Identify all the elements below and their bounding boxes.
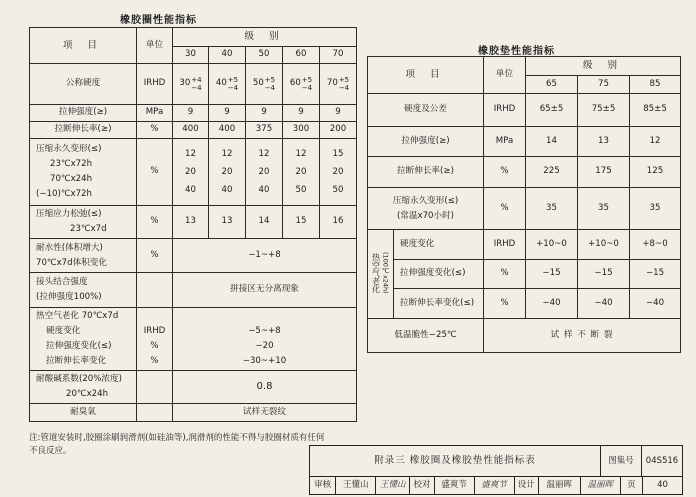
ozone-label: 耐臭氧 <box>30 404 137 422</box>
grade-30: 30 <box>173 47 209 64</box>
r-hardness-label: 硬度及公差 <box>368 94 484 127</box>
hardness-label: 公称硬度 <box>30 64 137 105</box>
table-cell: 75±5 <box>578 94 630 127</box>
water-unit: % <box>137 239 173 273</box>
table-cell: IRHD <box>484 230 526 260</box>
grade-75: 75 <box>578 76 630 94</box>
joint-label: 接头结合强度 (拉伸强度100%) <box>30 273 137 308</box>
table-cell: 300 <box>283 122 320 139</box>
table-cell: 175 <box>578 157 630 188</box>
rubber-gasket-table <box>367 56 681 353</box>
hardness-cell: 40 +5 −4 <box>209 64 246 105</box>
table-cell: 85±5 <box>630 94 681 127</box>
r-header-unit: 单位 <box>484 57 526 94</box>
table-cell: MPa <box>484 127 526 157</box>
grade-70: 70 <box>320 47 357 64</box>
page-number: 40 <box>657 480 668 490</box>
table-cell: 9 <box>173 105 209 122</box>
title-block <box>309 445 683 495</box>
hardness-cell: 60 +5 −4 <box>283 64 320 105</box>
table-cell: 14 <box>526 127 578 157</box>
relaxation-unit: % <box>137 206 173 239</box>
table-cell: IRHD <box>484 94 526 127</box>
compression-col: 12 20 40 <box>173 139 209 206</box>
table-cell: % <box>484 188 526 230</box>
r-header-grade: 级 别 <box>526 57 681 76</box>
acid-value: 0.8 <box>173 371 357 404</box>
elongation-label: 拉断伸长率(≥) <box>30 122 137 139</box>
compression-label: 压缩永久变形(≤) 23℃x72h 70℃x24h (−10)℃x72h <box>30 139 137 206</box>
r-brittle-label: 低温脆性−25℃ <box>368 319 484 353</box>
tensile-unit: MPa <box>137 105 173 122</box>
hardness-cell: 50 +5 −4 <box>246 64 283 105</box>
aging-units: IRHD % % <box>137 308 173 371</box>
compression-col: 15 20 50 <box>320 139 357 206</box>
compression-col: 12 20 40 <box>209 139 246 206</box>
table-cell: −40 <box>630 289 681 319</box>
table-cell: 35 <box>630 188 681 230</box>
table-cell: −15 <box>630 260 681 289</box>
table-cell: 13 <box>209 206 246 239</box>
table-cell: −15 <box>578 260 630 289</box>
grade-50: 50 <box>246 47 283 64</box>
acid-label: 耐酸碱系数(20%浓度) 20℃x24h <box>30 371 137 404</box>
table-cell: 400 <box>173 122 209 139</box>
drawing-title: 附录三 橡胶圈及橡胶垫性能指标表 <box>310 446 601 477</box>
aging-label: 热空气老化 70℃x7d 硬度变化 拉伸强度变化(≤) 拉断伸长率变化 <box>30 308 137 371</box>
joint-value: 拼接区无分离现象 <box>173 273 357 308</box>
review-label: 审核 <box>310 477 336 494</box>
atlas-number: 04S516 <box>642 446 682 477</box>
compression-unit: % <box>137 139 173 206</box>
table-cell: 9 <box>320 105 357 122</box>
table-cell: 35 <box>578 188 630 230</box>
table-cell: 13 <box>173 206 209 239</box>
r-aging-elongation-label: 拉断伸长率变化(≤) <box>394 289 484 319</box>
table-cell: % <box>484 289 526 319</box>
table-cell: +8~0 <box>630 230 681 260</box>
checker-signature: 盛爽节 <box>475 477 515 494</box>
check-label: 校对 <box>410 477 434 494</box>
table-cell: 9 <box>209 105 246 122</box>
table-cell: 400 <box>209 122 246 139</box>
right-table-title: 橡胶垫性能指标 <box>478 46 555 57</box>
r-aging-hardness-label: 硬度变化 <box>394 230 484 260</box>
rubber-ring-table <box>29 27 357 422</box>
designer-signature: 温丽晖 <box>581 477 621 494</box>
joint-unit-empty <box>137 273 173 308</box>
table-cell: 225 <box>526 157 578 188</box>
designer-name: 温丽晖 <box>539 477 581 494</box>
grade-60: 60 <box>283 47 320 64</box>
table-cell: 13 <box>578 127 630 157</box>
signature-row <box>310 477 682 494</box>
page-label: 页 <box>621 477 643 494</box>
table-cell: −15 <box>526 260 578 289</box>
table-cell: 375 <box>246 122 283 139</box>
r-elongation-label: 拉断伸长率(≥) <box>368 157 484 188</box>
table-cell: 200 <box>320 122 357 139</box>
reviewer-name: 王懂山 <box>336 477 376 494</box>
water-value: −1~+8 <box>173 239 357 273</box>
design-label: 设计 <box>515 477 539 494</box>
reviewer-signature: 王懂山 <box>376 477 410 494</box>
table-cell: % <box>484 260 526 289</box>
r-aging-tensile-label: 拉伸强度变化(≤) <box>394 260 484 289</box>
table-cell: 65±5 <box>526 94 578 127</box>
grade-85: 85 <box>630 76 681 94</box>
table-cell: 16 <box>320 206 357 239</box>
relaxation-label: 压缩应力松弛(≤) 23℃x7d <box>30 206 137 239</box>
grade-65: 65 <box>526 76 578 94</box>
header-unit: 单位 <box>137 28 173 64</box>
table-cell: 15 <box>283 206 320 239</box>
table-cell: +10~0 <box>578 230 630 260</box>
acid-unit-empty <box>137 371 173 404</box>
grade-40: 40 <box>209 47 246 64</box>
table-cell: +10~0 <box>526 230 578 260</box>
hardness-unit: IRHD <box>137 64 173 105</box>
tensile-label: 拉伸强度(≥) <box>30 105 137 122</box>
table-cell: 9 <box>246 105 283 122</box>
header-item: 项 目 <box>30 28 137 64</box>
footnote: 注:管道安装时,胶圈涂刷润滑剂(如硅油等),润滑剂的性能不得与胶圈材质有任何不良反应。 <box>29 433 325 456</box>
compression-col: 12 20 40 <box>246 139 283 206</box>
table-cell: 35 <box>526 188 578 230</box>
r-header-item: 项 目 <box>368 57 484 94</box>
hardness-cell: 30 +4 −4 <box>173 64 209 105</box>
r-brittle-value: 试 样 不 断 裂 <box>484 319 681 353</box>
r-aging-group-label: 热空气老化(100℃x24h) <box>368 230 394 319</box>
table-cell: −40 <box>578 289 630 319</box>
atlas-label: 图集号 <box>601 446 642 477</box>
left-table-title: 橡胶圈性能指标 <box>120 15 197 26</box>
compression-col: 12 20 50 <box>283 139 320 206</box>
ozone-unit-empty <box>137 404 173 422</box>
table-cell: 9 <box>283 105 320 122</box>
ozone-value: 试样无裂纹 <box>173 404 357 422</box>
hardness-cell: 70 +5 −4 <box>320 64 357 105</box>
table-cell: 125 <box>630 157 681 188</box>
elongation-unit: % <box>137 122 173 139</box>
water-label: 耐水性(体积增大) 70℃x7d体积变化 <box>30 239 137 273</box>
table-cell: % <box>484 157 526 188</box>
table-cell: 14 <box>246 206 283 239</box>
r-tensile-label: 拉伸强度(≥) <box>368 127 484 157</box>
checker-name: 盛爽节 <box>435 477 475 494</box>
table-cell: 12 <box>630 127 681 157</box>
r-compression-label: 压缩永久变形(≤) (常温x70小时) <box>368 188 484 230</box>
header-grade: 级 别 <box>173 28 357 47</box>
aging-values: −5~+8 −20 −30~+10 <box>173 308 357 371</box>
table-cell: −40 <box>526 289 578 319</box>
